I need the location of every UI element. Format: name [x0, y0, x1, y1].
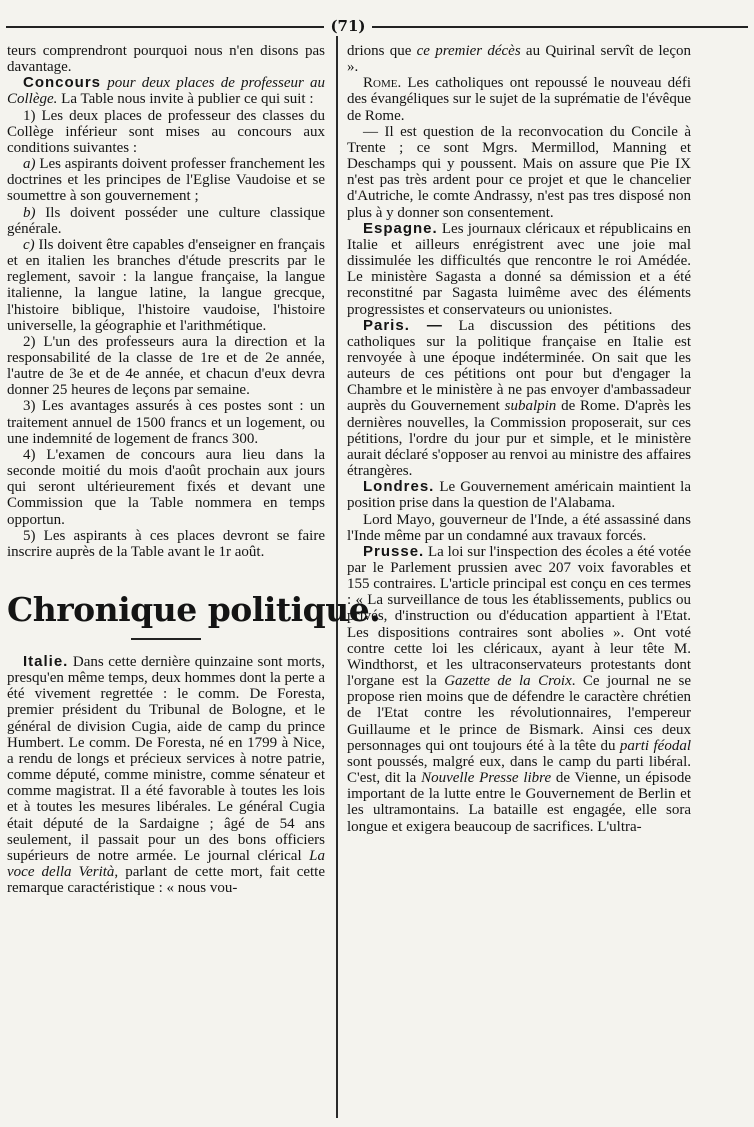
- concours-intro: La Table nous invite à publier ce qui suit :: [57, 91, 314, 108]
- mayo-paragraph: Lord Mayo, gouverneur de l'Inde, a été assassiné dans l'Inde même par un condamné aux travaux forcés.: [347, 511, 691, 544]
- paris-text-2: de Rome. D'après les dernières nouvelles, la Commission proposerait, sur ces pétitions, l'ordre du jour pur et simple, et le ministère aurait déclaré s'opposer au renvoi au ministre des affaires étrangères.: [347, 398, 691, 480]
- concours-item-a: [7, 156, 325, 204]
- quirinal-text-b: au Quirinal servît de leçon ».: [347, 43, 691, 76]
- concours-item-1: 1) Les deux places de professeur des classes du Collège inférieur sont mises au concours aux conditions suivantes :: [7, 107, 325, 156]
- column-divider: [336, 36, 338, 1118]
- parti-feodal: parti féodal: [619, 737, 691, 754]
- concours-item-c: [7, 237, 325, 334]
- page-number: (71): [330, 17, 366, 35]
- prusse-text-4: de Vienne, un épisode important de la lutte entre le Gouvernement de Berlin et les ultramontains. La bataille est engagée, elle sora longue et exigera beaucoup de sacrifices. L'ultra-: [347, 770, 692, 835]
- londres-text: Le Gouvernement américain maintient la position prise dans la question de l'Alabama.: [347, 479, 691, 512]
- rome-text: Les catholiques ont repoussé le nouveau défi des évangéliques sur le sujet de la suprématie de l'évêque de Rome.: [347, 75, 691, 124]
- item-a-text: Les aspirants doivent professer franchement les doctrines et les principes de l'Eglise Vaudoise et se soumettre à son gouvernement ;: [7, 156, 325, 205]
- concours-item-2: 2) L'un des professeurs aura la direction et la responsabilité de la classe de 1re et de 2e année, l'autre de 3e et de 4e année, et chacun d'eux devra donner 25 heures de leçons par semaine.: [7, 333, 325, 399]
- item-c-label: c): [23, 236, 35, 253]
- page-header: [6, 14, 748, 38]
- espagne-text: Les journaux cléricaux et républicains en Italie et ailleurs enrégistrent avec une joie mal dissimulée les difficultés que rencontre le roi Amédée. Le ministère Sagasta a donné sa démission et a été reconstitné par Sagasta luimême avec des éléments progressistes et conservateurs ou unionistes.: [347, 220, 691, 318]
- item-b-text: Ils doivent posséder une culture classique générale.: [7, 204, 325, 237]
- paris-italic: subalpin: [504, 398, 557, 415]
- header-rule-right: [372, 26, 748, 28]
- concours-heading: Concours: [23, 74, 102, 92]
- title-underline: [131, 638, 201, 640]
- quirinal-paragraph: [347, 43, 691, 75]
- prusse-paragraph: [347, 544, 691, 835]
- presse-libre-name: Nouvelle Presse libre: [421, 770, 552, 787]
- left-column: [7, 43, 381, 897]
- prusse-text-2: . Ce journal ne se propose rien moins que de défendre le caractère chrétien de l'Etat contre les révolutionnaires, l'empereur Guillaume et le prince de Bismark. Ainsi ces deux personnages qui ont toujours été à la tête du: [347, 673, 691, 754]
- concours-item-5: 5) Les aspirants à ces places devront se faire inscrire auprès de la Table avant le 1r août.: [7, 527, 325, 560]
- right-column: [347, 43, 691, 835]
- concile-paragraph: — Il est question de la reconvocation du Concile à Trente ; ce sont Mgrs. Mermillod, Manning et Deschamps qui y poussent. Mais on assure que Pie IX n'est pas très ardent pour ce projet et que le chancelier d'Autriche, le comte Andrassy, n'est pas tres disposé non plus à y donner son consentement.: [347, 123, 691, 221]
- rome-label: Rome.: [363, 75, 402, 92]
- londres-paragraph: [347, 479, 691, 511]
- prusse-heading: Prusse.: [363, 542, 425, 560]
- quirinal-italic: ce premier décès: [416, 43, 521, 59]
- italie-journal-name: La voce della Verità: [7, 847, 325, 881]
- prusse-text-3: sont poussés, malgré eux, dans le camp du parti libéral. C'est, dit la: [347, 753, 691, 787]
- paris-paragraph: [347, 318, 691, 480]
- quirinal-text-a: drions que: [347, 43, 417, 59]
- italie-heading: Italie.: [23, 653, 69, 670]
- paris-heading: Paris. —: [363, 316, 443, 334]
- prusse-text-1: La loi sur l'inspection des écoles a été votée par le Parlement prussien avec 207 voix favorables et 155 contraires. L'article principal est conçu en ces termes : « La surveillance de tous les établissements, publics ou privés, d'instruction ou d'éducation appartient à l'Etat. Les dispositions contraires sont abolies ». Ont voté contre cette loi les cléricaux, ayant à leur tête M. Windthorst, et les ultraconservateurs protestants dont l'organe est la: [347, 543, 691, 690]
- espagne-heading: Espagne.: [363, 219, 438, 237]
- espagne-paragraph: [347, 221, 691, 318]
- paragraph-continuation: teurs comprendront pourquoi nous n'en disons pas davantage.: [7, 43, 325, 76]
- rome-paragraph: [347, 75, 691, 123]
- italie-paragraph: [7, 654, 325, 896]
- gazette-name: Gazette de la Croix: [444, 673, 572, 690]
- concours-paragraph: [7, 75, 325, 107]
- item-a-label: a): [23, 156, 36, 173]
- concours-item-4: 4) L'examen de concours aura lieu dans la seconde moitié du mois d'août prochain aux jours qui seront ultérieurement fixés et devant une Commission que la Table nommera en temps opportun.: [7, 446, 325, 528]
- item-b-label: b): [23, 204, 36, 221]
- italie-text-2: , parlant de cette mort, fait cette remarque caractéristique : « nous vou-: [7, 864, 325, 897]
- concours-item-b: [7, 205, 325, 237]
- chronique-title: Chronique politique.: [7, 590, 381, 629]
- paris-text-1: La discussion des pétitions des catholiques sur la politique française en Italie est renvoyée à une époque indéterminée. On sait que les auteurs de ces pétitions ont pour but d'engager la Chambre et le ministère à ne pas envoyer d'ambassadeur auprès du Gouvernement: [347, 317, 691, 415]
- header-rule-left: [6, 26, 324, 28]
- concours-subtitle: pour deux places de professeur au Collège.: [7, 75, 325, 108]
- item-c-text: Ils doivent être capables d'enseigner en français et en italien les branches d'étude prescrits par le reglement, savoir : la langue française, la langue italienne, la langue latine, la langue grecque, l'histoire biblique, l'histoire vaudoise, l'histoire universelle, la géographie et l'arithmétique.: [7, 236, 325, 334]
- italie-text-1: Dans cette dernière quinzaine sont morts, presqu'en même temps, deux hommes dont la perte a été vivement regrettée : le comm. De Foresta, premier président du Tribunal de Bologne, et le général de division Cugia, aide de camp du prince Humbert. Le comm. De Foresta, né en 1799 à Nice, a rendu de longs et précieux services à notre patrie, comme député, comme ministre, comme sénateur et comme magistrat. Il a été favorable à toutes les lois et à toutes les mesures libérales. Le général Cugia était député de la Sardaigne ; âgé de 54 ans seulement, il passait pour un des bons officiers supérieurs de notre armée. Le journal clérical: [7, 654, 325, 864]
- londres-heading: Londres.: [363, 478, 435, 496]
- concours-item-3: 3) Les avantages assurés à ces postes sont : un traitement annuel de 1500 francs et un logement, ou une indemnité de logement de francs 300.: [7, 398, 325, 447]
